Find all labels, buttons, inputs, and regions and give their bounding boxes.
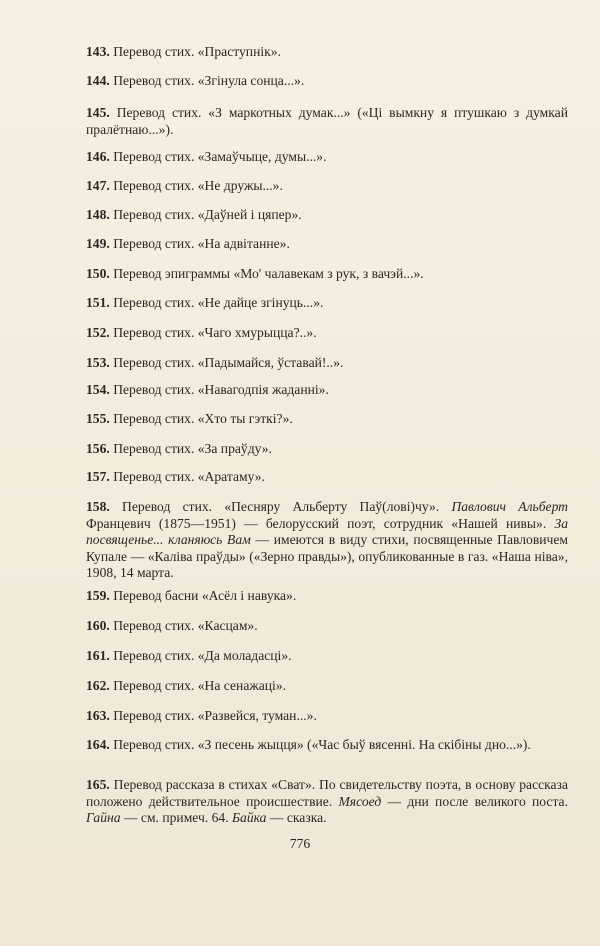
note-161: 161. Перевод стих. «Да моладасці». <box>86 648 292 663</box>
note-153: 153. Перевод стих. «Падымайся, ўставай!..». <box>86 355 344 370</box>
note-164: 164. Перевод стих. «З песень жыцця» («Час быў вясенні. На скібіны дно...»). <box>86 737 531 752</box>
note-159: 159. Перевод басни «Асёл і навука». <box>86 588 297 603</box>
note-163: 163. Перевод стих. «Развейся, туман...». <box>86 708 317 723</box>
note-152: 152. Перевод стих. «Чаго хмурыцца?..». <box>86 325 317 340</box>
note-148: 148. Перевод стих. «Даўней і цяпер». <box>86 207 302 222</box>
note-154: 154. Перевод стих. «Навагодпія жаданні». <box>86 382 329 397</box>
note-146: 146. Перевод стих. «Замаўчыце, думы...». <box>86 149 327 164</box>
page-number: 776 <box>289 836 311 851</box>
note-147: 147. Перевод стих. «Не дружы...». <box>86 178 283 193</box>
note-158: 158. Перевод стих. «Песняру Альберту Паў(лові)чу». Павлович Альберт Францевич (1875—1951) — белорусский поэт, сотрудник «Нашей нивы». За посвященье... кланяюсь Вам — имеются в виду стихи, посвященные Павловичем Купале — «Каліва праўды» («Зерно правды»), опубликованные в газ. «Наша ніва», 1908, 14 марта. <box>86 499 568 580</box>
note-144: 144. Перевод стих. «Згінула сонца...». <box>86 73 305 88</box>
note-165: 165. Перевод рассказа в стихах «Сват». По свидетельству поэта, в основу рассказа положено действительное происшествие. Мясоед — дни после великого поста. Гайна — см. примеч. 64. Байка — сказка. <box>86 777 568 825</box>
note-150: 150. Перевод эпиграммы «Мо' чалавекам з рук, з вачэй...». <box>86 266 424 281</box>
note-151: 151. Перевод стих. «Не дайце згінуць...». <box>86 295 324 310</box>
note-149: 149. Перевод стих. «На адвітанне». <box>86 236 290 251</box>
note-155: 155. Перевод стих. «Хто ты гэткі?». <box>86 411 293 426</box>
note-156: 156. Перевод стих. «За праўду». <box>86 441 272 456</box>
note-145: 145. Перевод стих. «З маркотных думак...» («Ці вымкну я птушкаю з думкай пралётнаю...»). <box>86 105 568 137</box>
note-157: 157. Перевод стих. «Аратаму». <box>86 469 265 484</box>
note-160: 160. Перевод стих. «Касцам». <box>86 618 258 633</box>
note-143: 143. Перевод стих. «Праступнік». <box>86 44 281 59</box>
note-162: 162. Перевод стих. «На сенажаці». <box>86 678 287 693</box>
